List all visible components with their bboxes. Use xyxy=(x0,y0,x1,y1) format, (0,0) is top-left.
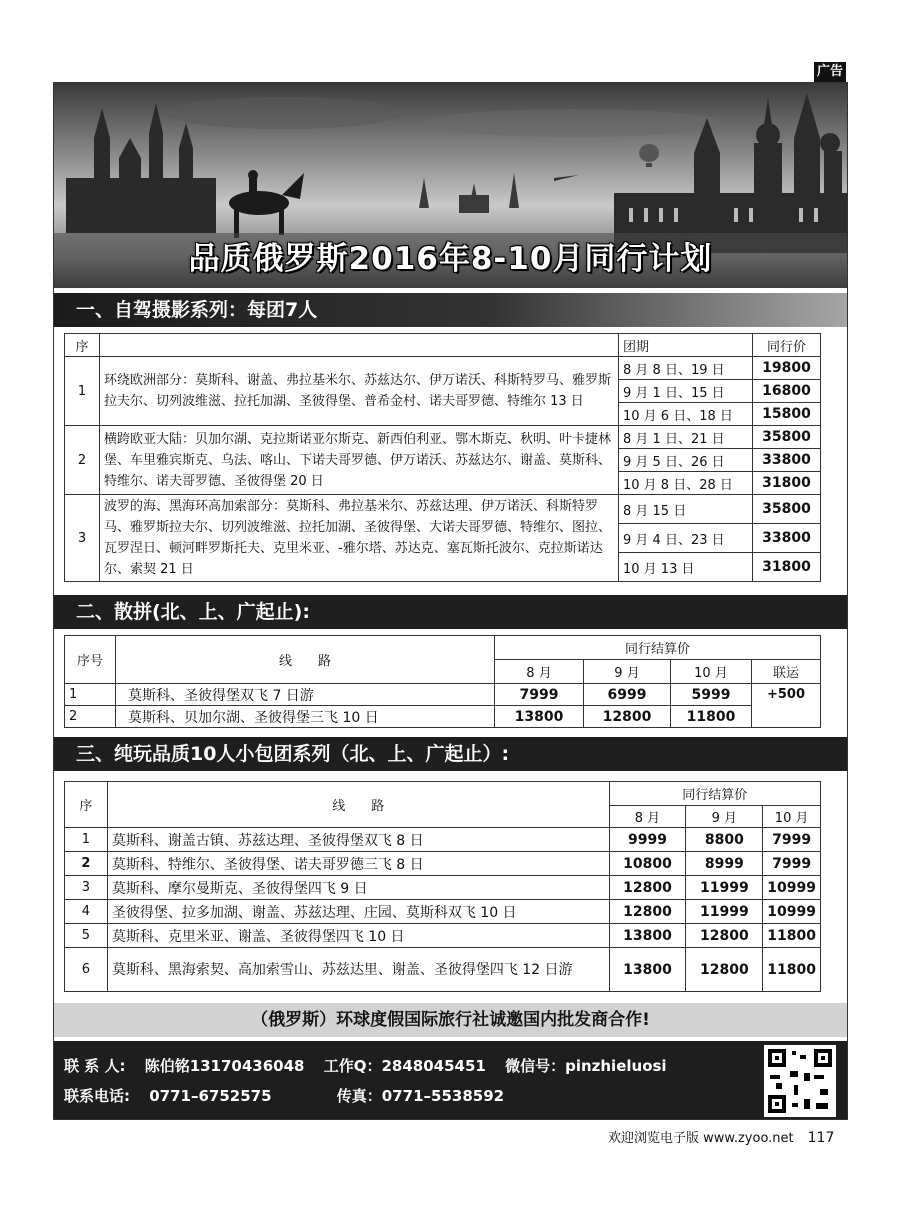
table-row xyxy=(65,852,821,876)
row-seq: 6 xyxy=(65,948,108,992)
price-oct: 10999 xyxy=(763,876,821,900)
col-seq-header: 序 xyxy=(65,782,108,828)
col-price-header: 同行价 xyxy=(753,334,821,357)
page-number: 117 xyxy=(807,1130,835,1146)
price-oct: 11800 xyxy=(671,706,752,728)
price-cell: 15800 xyxy=(753,403,821,426)
price-oct: 7999 xyxy=(763,852,821,876)
route-text: 莫斯科、特维尔、圣彼得堡、诺夫哥罗德三飞 8 日 xyxy=(107,852,609,876)
contact-panel xyxy=(54,1041,847,1119)
row-seq: 3 xyxy=(65,876,108,900)
col-route-header: 线 路 xyxy=(116,636,495,684)
route-text: 横跨欧亚大陆：贝加尔湖、克拉斯诺亚尔斯克、新西伯利亚、鄂木斯克、秋明、叶卡捷林堡、车里雅宾斯克、乌法、喀山、下诺夫哥罗德、伊万诺沃、苏兹达尔、谢盖、莫斯科、特维尔、诺夫哥罗德、圣彼得堡 20 日 xyxy=(100,426,619,495)
price-sep: 12800 xyxy=(686,948,763,992)
price-cell: 33800 xyxy=(753,524,821,553)
col-link-header: 联运 xyxy=(752,660,821,684)
table-row xyxy=(65,876,821,900)
price-sep: 12800 xyxy=(584,706,671,728)
table-row xyxy=(65,495,821,524)
price-aug: 9999 xyxy=(609,828,686,852)
contact-person-label: 联 系 人: xyxy=(64,1057,126,1075)
price-aug: 13800 xyxy=(609,924,686,948)
row-seq: 1 xyxy=(65,828,108,852)
table-row xyxy=(65,924,821,948)
row-seq: 2 xyxy=(65,852,108,876)
row-seq: 2 xyxy=(65,706,116,728)
table-row xyxy=(65,684,821,706)
price-oct: 11800 xyxy=(763,924,821,948)
col-route-header: 线 路 xyxy=(107,782,609,828)
section1-title: 一、自驾摄影系列：每团7人 xyxy=(54,293,847,327)
price-cell: 31800 xyxy=(753,553,821,582)
col-seq-header: 序 xyxy=(65,334,100,357)
price-sep: 11999 xyxy=(686,900,763,924)
tour-date: 9 月 1 日、15 日 xyxy=(619,380,753,403)
price-aug: 12800 xyxy=(609,876,686,900)
price-aug: 13800 xyxy=(495,706,584,728)
section1-table xyxy=(64,333,821,582)
ad-tag: 广告 xyxy=(814,62,846,82)
price-sep: 6999 xyxy=(584,684,671,706)
route-text: 莫斯科、黑海索契、高加索雪山、苏兹达里、谢盖、圣彼得堡四飞 12 日游 xyxy=(107,948,609,992)
price-aug: 7999 xyxy=(495,684,584,706)
price-cell: 33800 xyxy=(753,449,821,472)
contact-work-q: 工作Q：2848045451 xyxy=(323,1057,486,1075)
tour-date: 8 月 15 日 xyxy=(619,495,753,524)
route-text: 环绕欧洲部分：莫斯科、谢盖、弗拉基米尔、苏兹达尔、伊万诺沃、科斯特罗马、雅罗斯拉夫尔、切列波维滋、拉托加湖、圣彼得堡、普希金村、诺夫哥罗德、特维尔 13 日 xyxy=(100,357,619,426)
price-cell: 19800 xyxy=(753,357,821,380)
link-price: +500 xyxy=(752,684,821,728)
col-route-header xyxy=(100,334,619,357)
tour-date: 10 月 6 日、18 日 xyxy=(619,403,753,426)
col-price-group-header: 同行结算价 xyxy=(609,782,820,806)
row-seq: 2 xyxy=(65,426,100,495)
price-sep: 8800 xyxy=(686,828,763,852)
price-cell: 16800 xyxy=(753,380,821,403)
price-cell: 35800 xyxy=(753,495,821,524)
table-row xyxy=(65,828,821,852)
price-sep: 11999 xyxy=(686,876,763,900)
invite-banner: （俄罗斯）环球度假国际旅行社诚邀国内批发商合作! xyxy=(54,1003,847,1037)
contact-phone: 0771–6752575 xyxy=(149,1087,272,1105)
price-oct: 10999 xyxy=(763,900,821,924)
price-sep: 12800 xyxy=(686,924,763,948)
col-seq-header: 序号 xyxy=(65,636,116,684)
table-row xyxy=(65,426,821,449)
footer-text: 欢迎浏览电子版 www.zyoo.net xyxy=(608,1131,794,1146)
price-sep: 8999 xyxy=(686,852,763,876)
col-sep-header: 9 月 xyxy=(584,660,671,684)
route-text: 圣彼得堡、拉多加湖、谢盖、苏兹达理、庄园、莫斯科双飞 10 日 xyxy=(107,900,609,924)
table-row xyxy=(65,900,821,924)
tour-date: 8 月 8 日、19 日 xyxy=(619,357,753,380)
tour-date: 9 月 5 日、26 日 xyxy=(619,449,753,472)
table-row xyxy=(65,357,821,380)
qr-code-icon xyxy=(764,1045,836,1117)
contact-person: 陈伯铭13170436048 xyxy=(144,1057,305,1075)
row-seq: 5 xyxy=(65,924,108,948)
price-oct: 5999 xyxy=(671,684,752,706)
section3-table xyxy=(64,781,821,992)
russia-banner xyxy=(54,83,847,288)
ad-frame xyxy=(53,82,848,1120)
tour-date: 8 月 1 日、21 日 xyxy=(619,426,753,449)
table-row xyxy=(65,948,821,992)
col-price-group-header: 同行结算价 xyxy=(495,636,821,660)
banner-title: 品质俄罗斯2016年8-10月同行计划 xyxy=(188,241,713,277)
footer xyxy=(608,1127,834,1146)
col-oct-header: 10 月 xyxy=(763,806,821,828)
tour-date: 9 月 4 日、23 日 xyxy=(619,524,753,553)
route-text: 莫斯科、圣彼得堡双飞 7 日游 xyxy=(116,684,495,706)
price-oct: 11800 xyxy=(763,948,821,992)
tour-date: 10 月 13 日 xyxy=(619,553,753,582)
price-cell: 35800 xyxy=(753,426,821,449)
price-oct: 7999 xyxy=(763,828,821,852)
price-aug: 10800 xyxy=(609,852,686,876)
section2-title: 二、散拼(北、上、广起止): xyxy=(54,595,847,629)
row-seq: 1 xyxy=(65,684,116,706)
section2-table xyxy=(64,635,821,728)
table-row xyxy=(65,706,821,728)
contact-wechat: 微信号：pinzhieluosi xyxy=(505,1057,667,1075)
col-oct-header: 10 月 xyxy=(671,660,752,684)
route-text: 莫斯科、克里米亚、谢盖、圣彼得堡四飞 10 日 xyxy=(107,924,609,948)
row-seq: 3 xyxy=(65,495,100,582)
col-dates-header: 团期 xyxy=(619,334,753,357)
row-seq: 4 xyxy=(65,900,108,924)
route-text: 莫斯科、摩尔曼斯克、圣彼得堡四飞 9 日 xyxy=(107,876,609,900)
col-aug-header: 8 月 xyxy=(495,660,584,684)
col-aug-header: 8 月 xyxy=(609,806,686,828)
contact-phone-label: 联系电话: xyxy=(64,1087,130,1105)
row-seq: 1 xyxy=(65,357,100,426)
price-aug: 13800 xyxy=(609,948,686,992)
route-text: 波罗的海、黑海环高加索部分：莫斯科、弗拉基米尔、苏兹达理、伊万诺沃、科斯特罗马、雅罗斯拉夫尔、切列波维滋、拉托加湖、圣彼得堡、大诺夫哥罗德、特维尔、图拉、瓦罗涅日、顿河畔罗斯托夫、克里米亚、-雅尔塔、苏达克、塞瓦斯托波尔、克拉斯诺达尔、索契 21 日 xyxy=(100,495,619,582)
col-sep-header: 9 月 xyxy=(686,806,763,828)
contact-fax: 传真：0771–5538592 xyxy=(336,1087,505,1105)
tour-date: 10 月 8 日、28 日 xyxy=(619,472,753,495)
route-text: 莫斯科、谢盖古镇、苏兹达理、圣彼得堡双飞 8 日 xyxy=(107,828,609,852)
route-text: 莫斯科、贝加尔湖、圣彼得堡三飞 10 日 xyxy=(116,706,495,728)
section3-title: 三、纯玩品质10人小包团系列（北、上、广起止）: xyxy=(54,737,847,771)
price-aug: 12800 xyxy=(609,900,686,924)
price-cell: 31800 xyxy=(753,472,821,495)
